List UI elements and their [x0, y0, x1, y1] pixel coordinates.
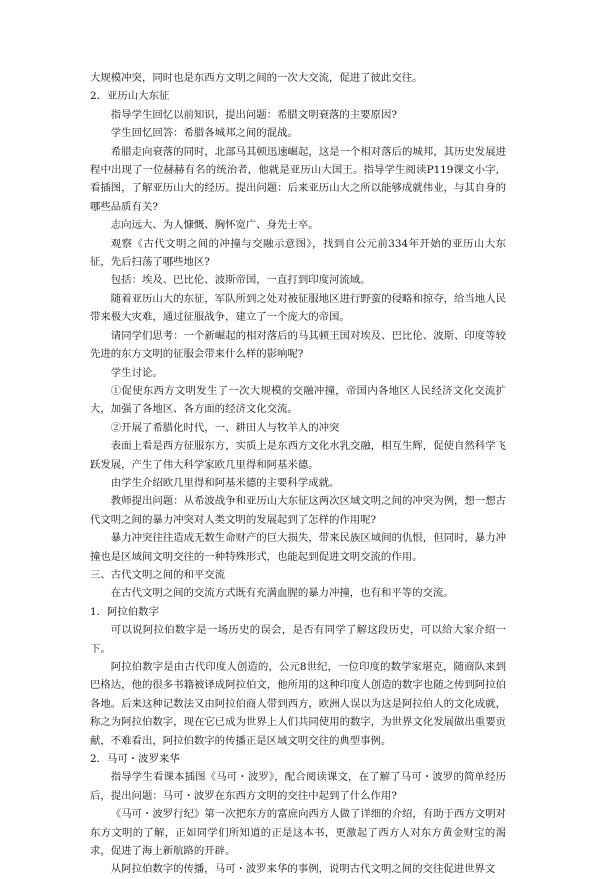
document-body — [90, 69, 506, 879]
paragraph: 阿拉伯数字是由古代印度人创造的，公元8世纪，一位印度的数学家堪克，随商队来到巴格达，他的很多书籍被译成阿拉伯文，他所用的这种印度人创造的数字也随之传到阿拉伯各地。后来这种记数法又由阿拉伯商人带到西方，欧洲人误以为这是阿拉伯人的文化成就，称之为阿拉伯数字，现在它已成为世界上人们共同使用的数字，为世界文化发展做出重要贡献，不难看出，阿拉伯数字的传播正是区域文明交往的典型事例。 — [90, 661, 506, 747]
paragraph: 暴力冲突往往造成无数生命财产的巨大损失，带来民族区域间的仇恨，但同时，暴力冲撞也是区域间文明交往的一种特殊形式，也能起到促进文明交流的作用。 — [90, 532, 506, 563]
paragraph: 指导学生看课本插图《马可・波罗》，配合阅读课文，在了解了马可・波罗的简单经历后，提出问题：马可・波罗在东西方文明的交往中起到了什么作用? — [90, 771, 506, 802]
paragraph: 请同学们思考：一个新崛起的相对落后的马其顿王国对埃及、巴比伦、波斯、印度等较先进的东方文明的征服会带来什么样的影响呢? — [90, 329, 506, 361]
paragraph: 包括：埃及、巴比伦、波斯帝国，一直打到印度河流域。 — [110, 274, 371, 287]
section-heading: 1．阿拉伯数字 — [90, 605, 159, 618]
section-heading: 2．亚历山大东征 — [90, 90, 170, 103]
paragraph: 由学生介绍欧几里得和阿基米德的主要科学成就。 — [110, 476, 340, 489]
paragraph: ②开展了希腊化时代，一、耕田人与牧羊人的冲突 — [110, 421, 340, 434]
paragraph: 观察《古代文明之间的冲撞与交融示意图》，找到自公元前334年开始的亚历山大东征，先后扫荡了哪些地区? — [90, 237, 506, 269]
section-heading: 三、古代文明之间的和平交流 — [90, 568, 226, 581]
paragraph: 从阿拉伯数字的传播，马可・波罗来华的事例，说明古代文明之间的交往促进世界文 — [110, 863, 496, 876]
paragraph: 可以说阿拉伯数字是一场历史的误会，是否有同学了解这段历史，可以给大家介绍一下。 — [90, 624, 506, 655]
paragraph: 《马可・波罗行纪》第一次把东方的富庶向西方人做了详细的介绍，有助于西方文明对东方文明的了解，正如同学们所知道的正是这本书，更激起了西方人对东方黄金财宝的渴求，促进了海上新航路的开辟。 — [90, 808, 506, 858]
paragraph: 希腊走向衰落的同时，北部马其顿迅速崛起，这是一个相对落后的城邦，其历史发展进程中出现了一位赫赫有名的统治者，他就是亚历山大国王。指导学生阅读P119课文小字，看插图，了解亚历山大的经历。提出问题：后来亚历山大之所以能够成就伟业，与其自身的哪些品质有关? — [90, 145, 506, 213]
section-heading: 2．马可・波罗来华 — [90, 753, 180, 766]
paragraph: ①促使东西方文明发生了一次大规模的交融冲撞，帝国内各地区人民经济文化交流扩大，加强了各地区、各方面的经济文化交流。 — [90, 384, 506, 416]
paragraph: 学生讨论。 — [110, 366, 163, 379]
paragraph: 表面上看是西方征服东方，实质上是东西方文化水乳交融，相互生辉，促使自然科学飞跃发展，产生了伟大科学家欧几里得和阿基米德。 — [90, 440, 506, 471]
paragraph: 学生回忆回答：希腊各城邦之间的混战。 — [110, 127, 298, 140]
paragraph: 随着亚历山大的东征，军队所到之处对被征服地区进行野蛮的侵略和掠夺，给当地人民带来极大灾难，通过征服战争，建立了一个庞大的帝国。 — [90, 292, 506, 324]
paragraph: 教师提出问题：从希波战争和亚历山大东征这两次区域文明之间的冲突为例，想一想古代文明之间的暴力冲突对人类文明的发展起到了怎样的作用呢? — [90, 495, 506, 526]
paragraph: 志向远大、为人慷慨、胸怀宽广、身先士卒。 — [110, 219, 319, 232]
paragraph: 大规模冲突，同时也是东西方文明之间的一次大交流，促进了彼此交往。 — [90, 72, 423, 84]
paragraph: 在古代文明之间的交流方式既有充满血腥的暴力冲撞，也有和平等的交流。 — [110, 587, 454, 600]
paragraph: 指导学生回忆以前知识，提出问题：希腊文明衰落的主要原因? — [110, 108, 397, 121]
